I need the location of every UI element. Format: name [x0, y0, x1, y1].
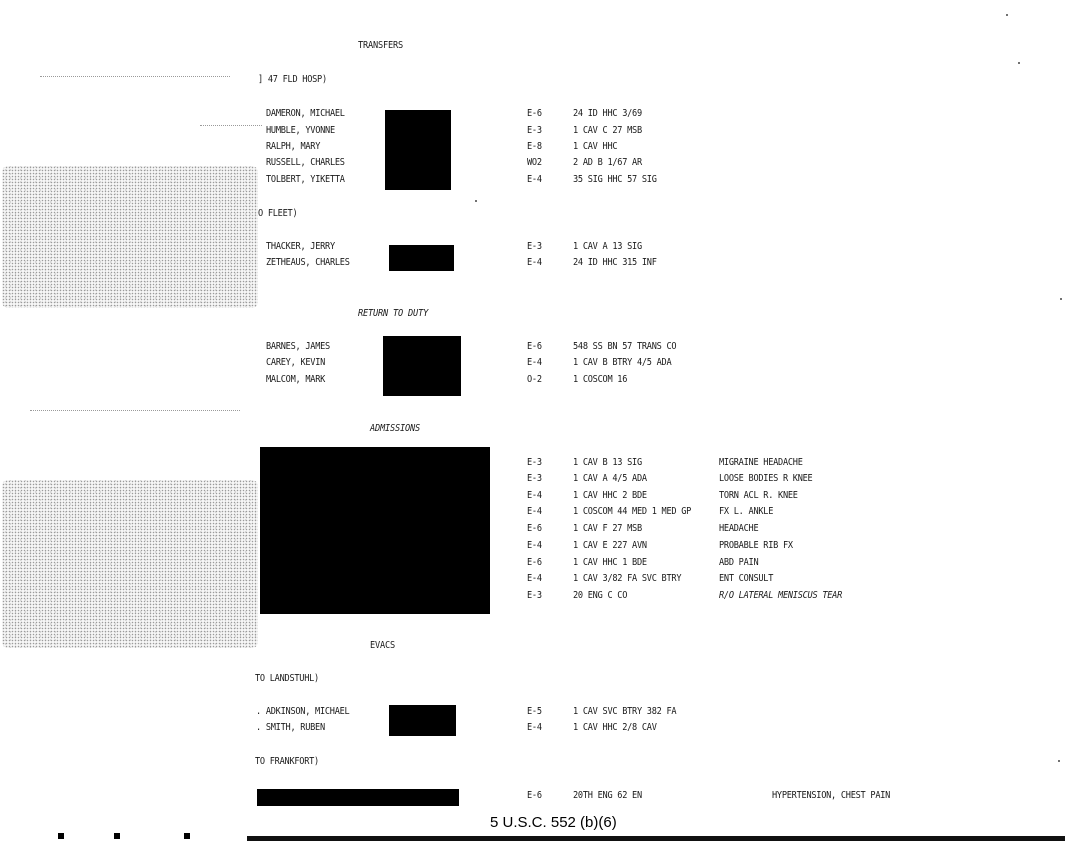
- transfer-name: THACKER, JERRY: [266, 241, 335, 252]
- redaction-block: [389, 245, 454, 271]
- evac-grade: E-5: [527, 706, 542, 717]
- stray-dots: [40, 76, 230, 77]
- rtd-grade: E-4: [527, 357, 542, 368]
- rtd-name: BARNES, JAMES: [266, 341, 330, 352]
- admission-diagnosis: TORN ACL R. KNEE: [719, 490, 798, 501]
- evacs-heading: EVACS: [370, 640, 396, 651]
- transfers-heading: TRANSFERS: [358, 40, 404, 51]
- scan-noise-bottom: [2, 480, 258, 648]
- redaction-block: [383, 336, 461, 396]
- return-to-duty-heading: RETURN TO DUTY: [358, 308, 429, 319]
- admission-unit: 1 CAV HHC 2 BDE: [573, 490, 647, 501]
- rtd-name: CAREY, KEVIN: [266, 357, 326, 368]
- admission-grade: E-3: [527, 473, 542, 484]
- rtd-grade: O-2: [527, 374, 542, 385]
- admission-unit: 20 ENG C CO: [573, 590, 628, 601]
- evac-unit: 20TH ENG 62 EN: [573, 790, 642, 801]
- evac-group-label: TO LANDSTUHL): [255, 673, 319, 684]
- rtd-grade: E-6: [527, 341, 542, 352]
- admission-unit: 1 CAV 3/82 FA SVC BTRY: [573, 573, 682, 584]
- admission-unit: 1 COSCOM 44 MED 1 MED GP: [573, 506, 692, 517]
- foia-exemption-label: 5 U.S.C. 552 (b)(6): [490, 814, 617, 831]
- corner-mark: [58, 833, 64, 839]
- transfer-unit: 35 SIG HHC 57 SIG: [573, 174, 657, 185]
- evac-unit: 1 CAV HHC 2/8 CAV: [573, 722, 657, 733]
- admission-diagnosis: FX L. ANKLE: [719, 506, 774, 517]
- evac-group-label: TO FRANKFORT): [255, 756, 319, 767]
- admission-grade: E-3: [527, 590, 542, 601]
- transfer-group-label: O FLEET): [258, 208, 298, 219]
- transfer-unit: 24 ID HHC 3/69: [573, 108, 642, 119]
- rtd-name: MALCOM, MARK: [266, 374, 326, 385]
- evac-grade: E-6: [527, 790, 542, 801]
- transfer-unit: 2 AD B 1/67 AR: [573, 157, 642, 168]
- transfer-name: ZETHEAUS, CHARLES: [266, 257, 350, 268]
- scan-noise-top: [2, 166, 258, 308]
- admission-grade: E-3: [527, 457, 542, 468]
- bottom-rule: [247, 836, 1065, 841]
- transfer-group-label: ] 47 FLD HOSP): [258, 74, 327, 85]
- transfer-grade: WO2: [527, 157, 542, 168]
- transfer-grade: E-6: [527, 108, 542, 119]
- transfer-unit: 24 ID HHC 315 INF: [573, 257, 657, 268]
- redaction-block: [257, 789, 459, 806]
- admission-unit: 1 CAV F 27 MSB: [573, 523, 642, 534]
- rtd-unit: 1 CAV B BTRY 4/5 ADA: [573, 357, 672, 368]
- transfer-name: DAMERON, MICHAEL: [266, 108, 345, 119]
- admission-grade: E-6: [527, 523, 542, 534]
- corner-mark: [184, 833, 190, 839]
- transfer-name: TOLBERT, YIKETTA: [266, 174, 345, 185]
- redaction-block: [385, 110, 451, 190]
- corner-mark: [114, 833, 120, 839]
- admission-diagnosis: R/O LATERAL MENISCUS TEAR: [719, 590, 842, 601]
- admission-unit: 1 CAV B 13 SIG: [573, 457, 642, 468]
- transfer-grade: E-8: [527, 141, 542, 152]
- stray-dots: [30, 410, 240, 411]
- admission-unit: 1 CAV HHC 1 BDE: [573, 557, 647, 568]
- admission-unit: 1 CAV A 4/5 ADA: [573, 473, 647, 484]
- evac-name: . ADKINSON, MICHAEL: [256, 706, 350, 717]
- speck: [1006, 14, 1008, 16]
- admission-grade: E-4: [527, 540, 542, 551]
- transfer-unit: 1 CAV C 27 MSB: [573, 125, 642, 136]
- transfer-grade: E-3: [527, 125, 542, 136]
- speck: [1018, 62, 1020, 64]
- evac-name: . SMITH, RUBEN: [256, 722, 325, 733]
- redaction-block: [389, 705, 456, 736]
- speck: [1060, 298, 1062, 300]
- admission-grade: E-4: [527, 573, 542, 584]
- admission-diagnosis: ABD PAIN: [719, 557, 759, 568]
- speck: [475, 200, 477, 202]
- transfer-grade: E-3: [527, 241, 542, 252]
- admission-diagnosis: MIGRAINE HEADACHE: [719, 457, 803, 468]
- transfer-grade: E-4: [527, 174, 542, 185]
- admission-unit: 1 CAV E 227 AVN: [573, 540, 647, 551]
- transfer-unit: 1 CAV HHC: [573, 141, 618, 152]
- admission-grade: E-4: [527, 506, 542, 517]
- admissions-heading: ADMISSIONS: [370, 423, 421, 434]
- rtd-unit: 548 SS BN 57 TRANS CO: [573, 341, 677, 352]
- transfer-name: HUMBLE, YVONNE: [266, 125, 335, 136]
- admission-diagnosis: LOOSE BODIES R KNEE: [719, 473, 813, 484]
- transfer-name: RALPH, MARY: [266, 141, 321, 152]
- rtd-unit: 1 COSCOM 16: [573, 374, 628, 385]
- redaction-block: [260, 447, 490, 614]
- admission-diagnosis: ENT CONSULT: [719, 573, 774, 584]
- admission-grade: E-4: [527, 490, 542, 501]
- admission-diagnosis: PROBABLE RIB FX: [719, 540, 793, 551]
- transfer-grade: E-4: [527, 257, 542, 268]
- evac-diagnosis: HYPERTENSION, CHEST PAIN: [772, 790, 891, 801]
- admission-grade: E-6: [527, 557, 542, 568]
- speck: [1058, 760, 1060, 762]
- transfer-unit: 1 CAV A 13 SIG: [573, 241, 642, 252]
- stray-dots: [200, 125, 262, 126]
- evac-grade: E-4: [527, 722, 542, 733]
- transfer-name: RUSSELL, CHARLES: [266, 157, 345, 168]
- admission-diagnosis: HEADACHE: [719, 523, 759, 534]
- evac-unit: 1 CAV SVC BTRY 382 FA: [573, 706, 677, 717]
